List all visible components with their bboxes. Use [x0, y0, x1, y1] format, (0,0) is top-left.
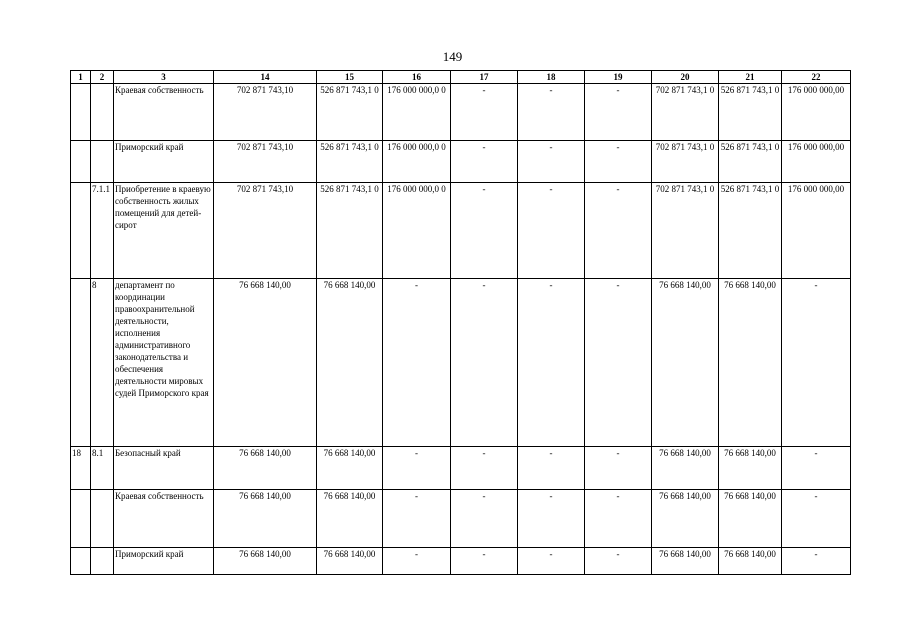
- cell-col20: 702 871 743,1 0: [652, 141, 719, 183]
- cell-col16: -: [383, 548, 451, 575]
- cell-col15: 76 668 140,00: [317, 548, 383, 575]
- cell-col21: 526 871 743,1 0: [719, 84, 782, 141]
- cell-col19: -: [585, 490, 652, 548]
- cell-col17: -: [451, 279, 518, 447]
- column-header: 18: [518, 71, 585, 84]
- cell-col14: 76 668 140,00: [214, 447, 317, 490]
- cell-col1: [71, 490, 91, 548]
- cell-col20: 702 871 743,1 0: [652, 84, 719, 141]
- cell-col16: 176 000 000,0 0: [383, 183, 451, 279]
- cell-col22: -: [782, 490, 851, 548]
- cell-col18: -: [518, 84, 585, 141]
- cell-col22: -: [782, 279, 851, 447]
- cell-col16: -: [383, 447, 451, 490]
- table-row: [71, 548, 851, 575]
- cell-col19: -: [585, 84, 652, 141]
- cell-col2: [91, 548, 114, 575]
- cell-col1: [71, 183, 91, 279]
- cell-col19: -: [585, 183, 652, 279]
- cell-col16: 176 000 000,0 0: [383, 141, 451, 183]
- page-number: 149: [442, 49, 463, 64]
- column-header: 17: [451, 71, 518, 84]
- cell-col22: 176 000 000,00: [782, 183, 851, 279]
- cell-col1: 18: [71, 447, 91, 490]
- cell-col20: 76 668 140,00: [652, 447, 719, 490]
- cell-col21: 526 871 743,1 0: [719, 183, 782, 279]
- cell-col19: -: [585, 447, 652, 490]
- cell-col21: 76 668 140,00: [719, 490, 782, 548]
- column-header: 19: [585, 71, 652, 84]
- cell-col22: 176 000 000,00: [782, 141, 851, 183]
- cell-col15: 76 668 140,00: [317, 279, 383, 447]
- budget-table: [70, 70, 851, 575]
- cell-col14: 76 668 140,00: [214, 490, 317, 548]
- cell-col21: 76 668 140,00: [719, 279, 782, 447]
- cell-col14: 702 871 743,10: [214, 84, 317, 141]
- cell-name: Краевая собственность: [114, 84, 214, 141]
- cell-col18: -: [518, 279, 585, 447]
- cell-col20: 76 668 140,00: [652, 548, 719, 575]
- cell-col20: 76 668 140,00: [652, 490, 719, 548]
- cell-name: Безопасный край: [114, 447, 214, 490]
- cell-col15: 526 871 743,1 0: [317, 141, 383, 183]
- cell-col15: 526 871 743,1 0: [317, 84, 383, 141]
- cell-col17: -: [451, 548, 518, 575]
- cell-col2: [91, 490, 114, 548]
- column-header: 2: [91, 71, 114, 84]
- column-header: 16: [383, 71, 451, 84]
- cell-col16: 176 000 000,0 0: [383, 84, 451, 141]
- cell-col16: -: [383, 490, 451, 548]
- cell-col1: [71, 84, 91, 141]
- cell-col17: -: [451, 84, 518, 141]
- cell-col2: [91, 84, 114, 141]
- cell-col21: 76 668 140,00: [719, 447, 782, 490]
- cell-col17: -: [451, 141, 518, 183]
- cell-name: Приморский край: [114, 548, 214, 575]
- column-header: 21: [719, 71, 782, 84]
- cell-col15: 76 668 140,00: [317, 490, 383, 548]
- cell-name: Краевая собственность: [114, 490, 214, 548]
- table-row: [71, 84, 851, 141]
- cell-col2: 8: [91, 279, 114, 447]
- table-row: [71, 447, 851, 490]
- cell-col1: [71, 548, 91, 575]
- cell-col2: 8.1: [91, 447, 114, 490]
- cell-col18: -: [518, 447, 585, 490]
- cell-col22: 176 000 000,00: [782, 84, 851, 141]
- cell-col16: -: [383, 279, 451, 447]
- cell-col21: 76 668 140,00: [719, 548, 782, 575]
- cell-col1: [71, 279, 91, 447]
- cell-col14: 702 871 743,10: [214, 183, 317, 279]
- cell-col2: [91, 141, 114, 183]
- cell-col18: -: [518, 548, 585, 575]
- column-header: 20: [652, 71, 719, 84]
- cell-col14: 702 871 743,10: [214, 141, 317, 183]
- cell-col2: 7.1.1: [91, 183, 114, 279]
- table-row: [71, 279, 851, 447]
- column-header: 14: [214, 71, 317, 84]
- cell-name: департамент по координации правоохранительной деятельности, исполнения административного законодательства и обеспечения деятельности мировых судей Приморского края: [114, 279, 214, 447]
- cell-name: Приморский край: [114, 141, 214, 183]
- cell-col14: 76 668 140,00: [214, 279, 317, 447]
- column-header: 15: [317, 71, 383, 84]
- table-row: [71, 183, 851, 279]
- cell-col14: 76 668 140,00: [214, 548, 317, 575]
- table-row: [71, 141, 851, 183]
- cell-col20: 76 668 140,00: [652, 279, 719, 447]
- cell-col15: 76 668 140,00: [317, 447, 383, 490]
- cell-col19: -: [585, 279, 652, 447]
- header-row: [71, 71, 851, 84]
- column-header: 22: [782, 71, 851, 84]
- cell-col18: -: [518, 141, 585, 183]
- cell-col17: -: [451, 490, 518, 548]
- cell-name: Приобретение в краевую собственность жилых помещений для детей-сирот: [114, 183, 214, 279]
- cell-col17: -: [451, 183, 518, 279]
- cell-col20: 702 871 743,1 0: [652, 183, 719, 279]
- cell-col22: -: [782, 548, 851, 575]
- cell-col19: -: [585, 141, 652, 183]
- cell-col17: -: [451, 447, 518, 490]
- cell-col22: -: [782, 447, 851, 490]
- column-header: 1: [71, 71, 91, 84]
- cell-col18: -: [518, 183, 585, 279]
- column-header: 3: [114, 71, 214, 84]
- cell-col15: 526 871 743,1 0: [317, 183, 383, 279]
- cell-col21: 526 871 743,1 0: [719, 141, 782, 183]
- cell-col1: [71, 141, 91, 183]
- cell-col19: -: [585, 548, 652, 575]
- table-row: [71, 490, 851, 548]
- cell-col18: -: [518, 490, 585, 548]
